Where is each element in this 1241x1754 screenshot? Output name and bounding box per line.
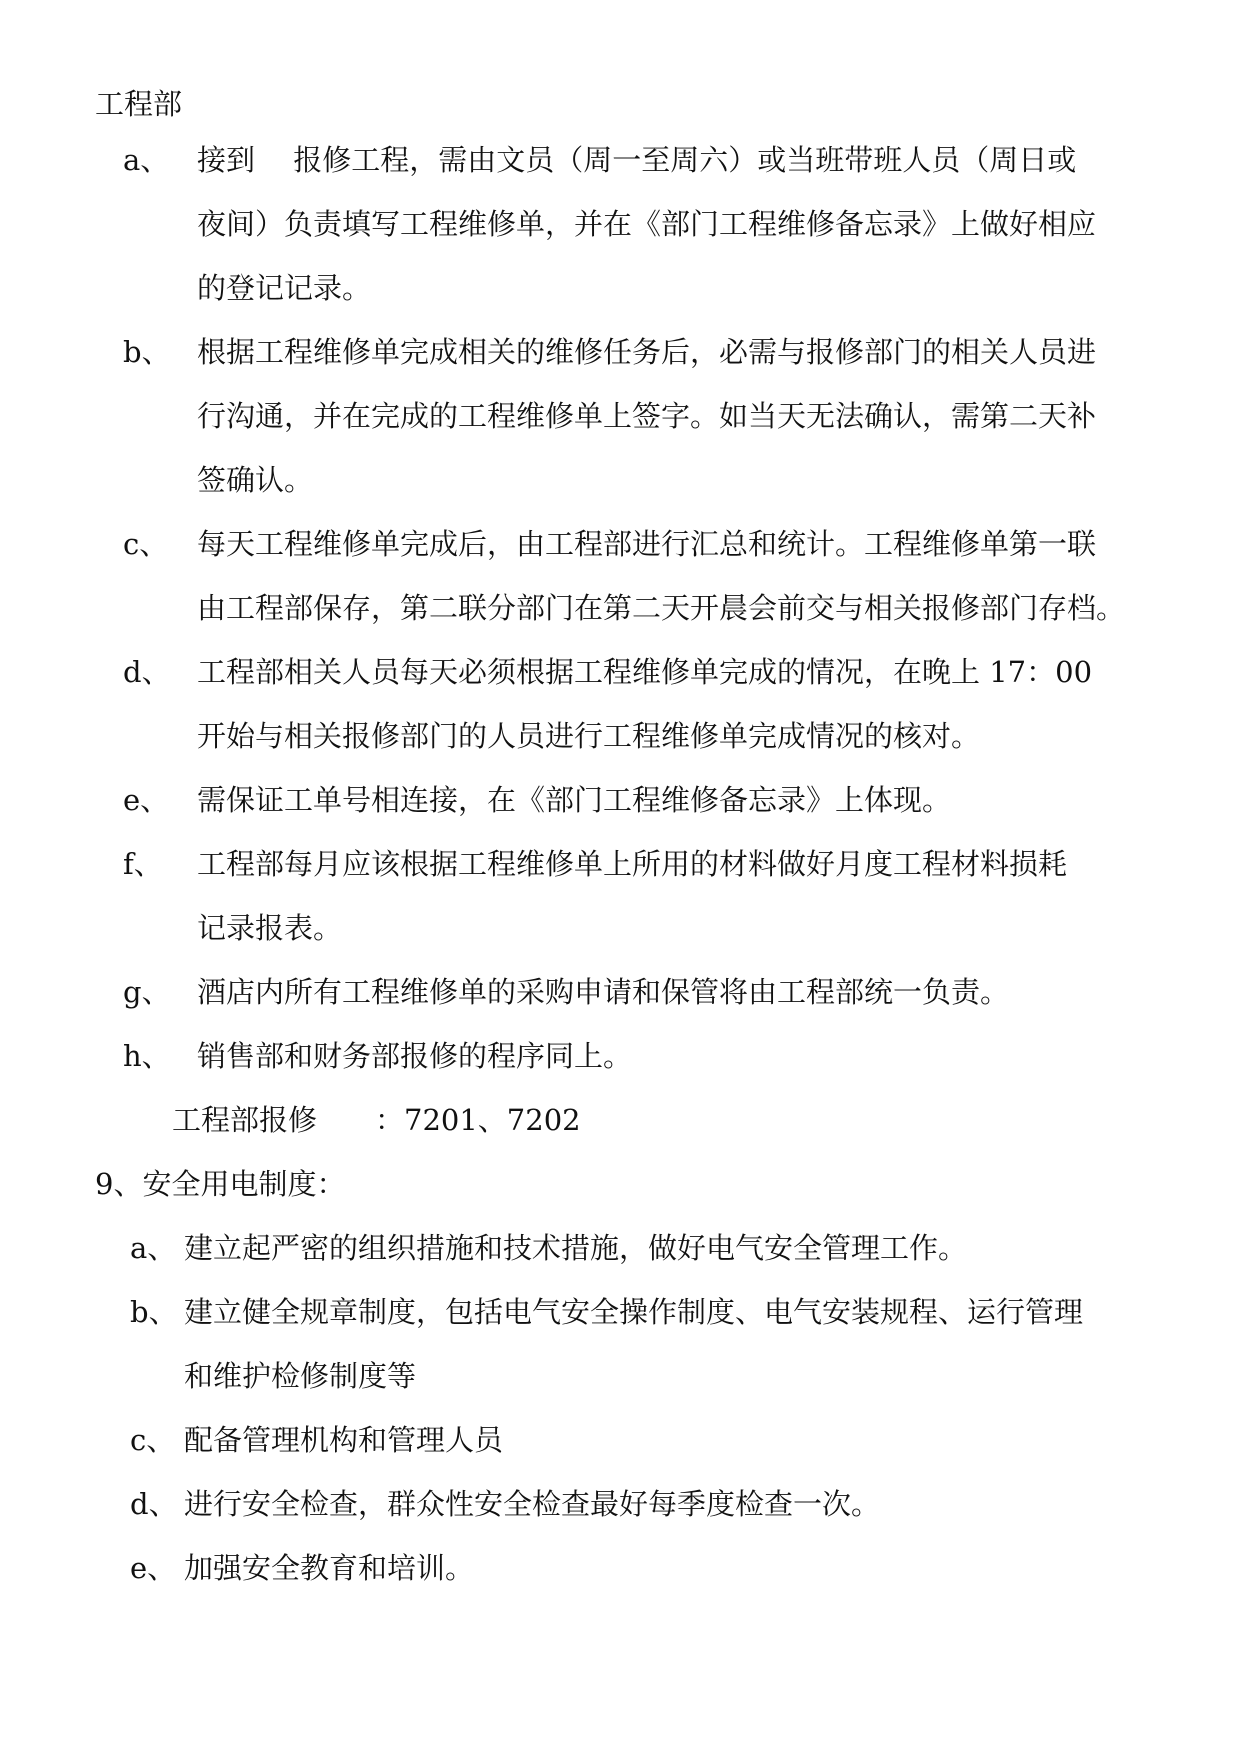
safety-item-d xyxy=(0,1484,1241,1524)
item-text: 建立起严密的组织措施和技术措施，做好电气安全管理工作。 xyxy=(184,1231,968,1265)
list-item-c xyxy=(0,524,1241,564)
safety-item-c xyxy=(0,1420,1241,1460)
list-item-h xyxy=(0,1036,1241,1076)
item-text-continuation: 的登记记录。 xyxy=(197,271,372,305)
item-text: 建立健全规章制度，包括电气安全操作制度、电气安装规程、运行管理 xyxy=(184,1295,1084,1329)
safety-item-a xyxy=(0,1228,1241,1268)
section-title: 工程部 xyxy=(95,87,183,121)
item-marker: c、 xyxy=(123,527,169,561)
list-item-e xyxy=(0,780,1241,820)
safety-item-e xyxy=(0,1548,1241,1588)
item-text: 进行安全检查，群众性安全检查最好每季度检查一次。 xyxy=(184,1487,881,1521)
item-text-continuation: 由工程部保存，第二联分部门在第二天开晨会前交与相关报修部门存档。 xyxy=(197,591,1126,625)
item-marker: e、 xyxy=(123,783,170,817)
item-text-continuation: 开始与相关报修部门的人员进行工程维修单完成情况的核对。 xyxy=(197,719,981,753)
item-text-continuation: 签确认。 xyxy=(197,463,314,497)
item-text: 工程部相关人员每天必须根据工程维修单完成的情况，在晚上 17：00 xyxy=(197,655,1093,689)
item-text: 工程部每月应该根据工程维修单上所用的材料做好月度工程材料损耗 xyxy=(197,847,1068,881)
list-item-a xyxy=(0,140,1241,180)
item-text: 根据工程维修单完成相关的维修任务后，必需与报修部门的相关人员进 xyxy=(197,335,1097,369)
item-text: 接到 报修工程，需由文员（周一至周六）或当班带班人员（周日或 xyxy=(197,143,1077,177)
item-text-continuation: 和维护检修制度等 xyxy=(184,1359,417,1393)
item-marker: d、 xyxy=(130,1487,178,1521)
item-marker: a、 xyxy=(123,143,170,177)
item-marker: h、 xyxy=(123,1039,171,1073)
item-text-continuation: 夜间）负责填写工程维修单，并在《部门工程维修备忘录》上做好相应 xyxy=(197,207,1097,241)
list-item-g xyxy=(0,972,1241,1012)
item-text: 加强安全教育和培训。 xyxy=(184,1551,475,1585)
section-9-title: 9、安全用电制度： xyxy=(95,1167,346,1201)
repair-phone-line: 工程部报修 ：7201、7202 xyxy=(172,1103,581,1137)
item-marker: d、 xyxy=(123,655,171,689)
safety-item-b xyxy=(0,1292,1241,1332)
item-text: 销售部和财务部报修的程序同上。 xyxy=(197,1039,633,1073)
item-marker: e、 xyxy=(130,1551,177,1585)
item-text-continuation: 记录报表。 xyxy=(197,911,343,945)
item-text: 酒店内所有工程维修单的采购申请和保管将由工程部统一负责。 xyxy=(197,975,1010,1009)
item-marker: b、 xyxy=(123,335,171,369)
item-marker: b、 xyxy=(130,1295,178,1329)
list-item-f xyxy=(0,844,1241,884)
item-text: 需保证工单号相连接，在《部门工程维修备忘录》上体现。 xyxy=(197,783,952,817)
list-item-d xyxy=(0,652,1241,692)
item-text-continuation: 行沟通，并在完成的工程维修单上签字。如当天无法确认，需第二天补 xyxy=(197,399,1097,433)
item-marker: a、 xyxy=(130,1231,177,1265)
item-text: 每天工程维修单完成后，由工程部进行汇总和统计。工程维修单第一联 xyxy=(197,527,1097,561)
item-marker: c、 xyxy=(130,1423,176,1457)
item-marker: g、 xyxy=(123,975,171,1009)
item-marker: f、 xyxy=(123,847,163,881)
list-item-b xyxy=(0,332,1241,372)
item-text: 配备管理机构和管理人员 xyxy=(184,1423,504,1457)
